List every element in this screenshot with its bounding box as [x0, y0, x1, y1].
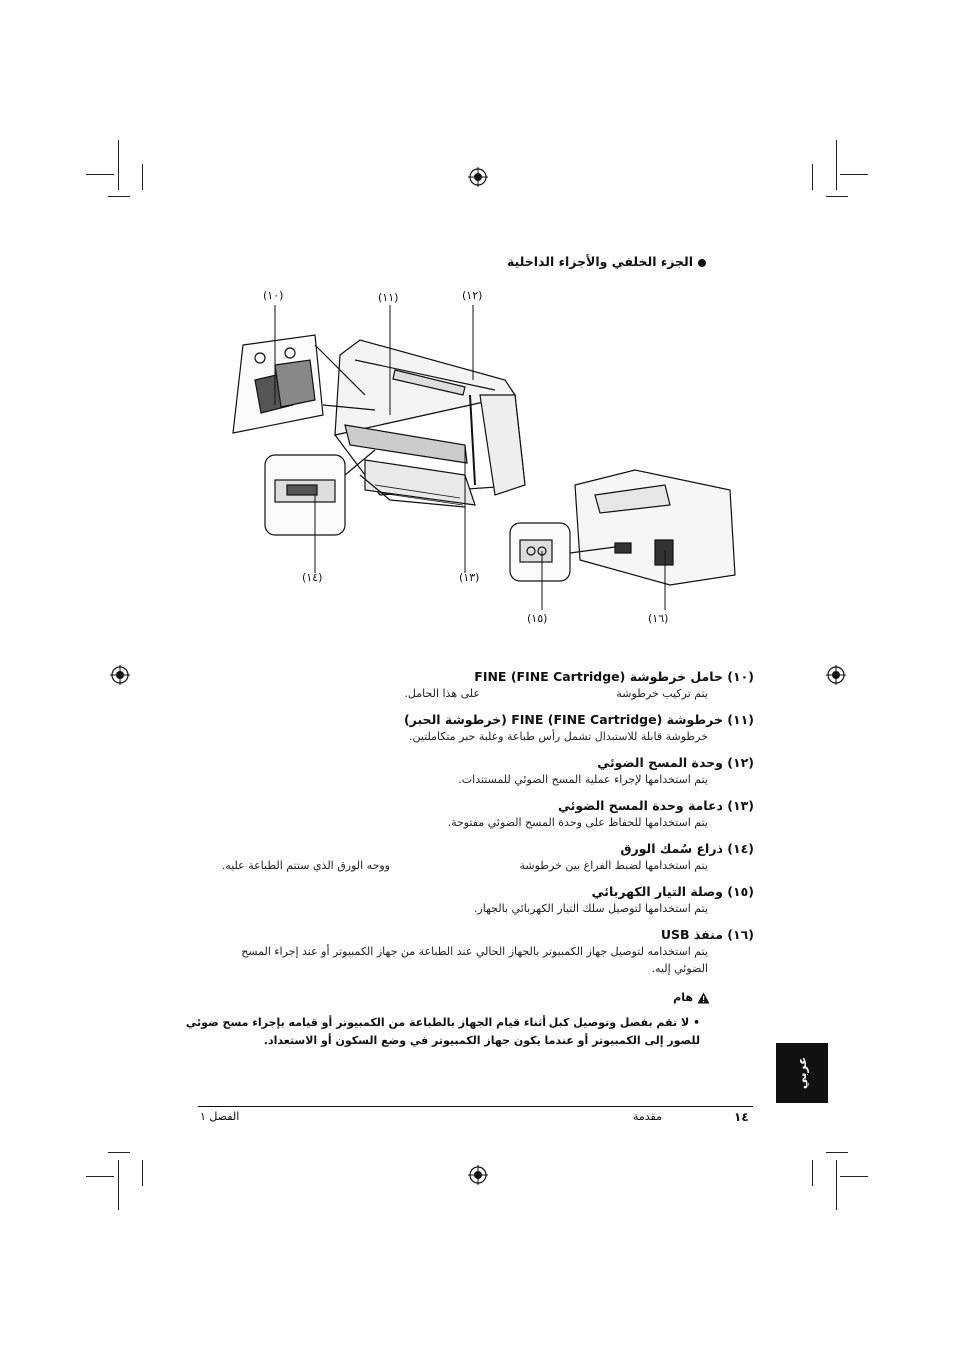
entry-description: يتم استخدامها لإجراء عملية المسح الضوئي للمستندات.: [458, 773, 708, 786]
note-text: • لا تقم بفصل وتوصيل كبل: [548, 1016, 700, 1029]
callout-12: (١٢): [462, 289, 483, 302]
registration-mark: [468, 1165, 488, 1185]
crop-mark: [108, 1152, 130, 1153]
callout-11: (١١): [378, 291, 399, 304]
entry-description: ووجه الورق الذي ستتم الطباعة عليه.: [221, 859, 390, 872]
entry-description: يتم استخدامها للحفاظ على وحدة المسح الضوئي مفتوحة.: [447, 816, 708, 829]
callout-13: (١٣): [459, 571, 480, 584]
printer-illustration: [215, 285, 755, 635]
language-tab: عربي: [776, 1043, 828, 1103]
page-number: ١٤: [734, 1110, 749, 1124]
crop-mark: [118, 140, 119, 190]
crop-mark: [826, 196, 848, 197]
crop-mark: [142, 164, 143, 190]
note-text: أثناء قيام الجهاز بالطباعة من الكمبيوتر أو قيامه بإجراء مسح ضوئي: [185, 1016, 546, 1029]
entry-description: الضوئي إليه.: [651, 962, 708, 975]
entry-heading: (١٥) وصلة التيار الكهربائي: [591, 884, 754, 899]
entry-description: على هذا الحامل.: [404, 687, 480, 700]
entry-description: يتم تركيب خرطوشة: [616, 687, 708, 700]
entry-description: خرطوشة قابلة للاستبدال تشمل رأس طباعة وعلبة حبر متكاملتين.: [408, 730, 708, 743]
entry-description: يتم استخدامها لتوصيل سلك التيار الكهربائي بالجهاز.: [473, 902, 708, 915]
warning-icon: [697, 992, 710, 1004]
crop-mark: [840, 174, 868, 175]
registration-mark: [826, 665, 846, 685]
registration-mark: [468, 167, 488, 187]
callout-10: (١٠): [263, 289, 284, 302]
entry-description: يتم استخدامه لتوصيل جهاز الكمبيوتر بالجهاز الحالي عند الطباعة من جهاز الكمبيوتر أو عند إجراء المسح: [241, 945, 708, 958]
crop-mark: [142, 1160, 143, 1186]
section-title: الجزء الخلفي والأجزاء الداخلية: [507, 254, 706, 269]
bullet-icon: [698, 259, 706, 267]
entry-description: يتم استخدامها لضبط الفراغ بين خرطوشة: [519, 859, 708, 872]
footer-chapter: الفصل ١: [200, 1110, 240, 1123]
crop-mark: [826, 1152, 848, 1153]
crop-mark: [86, 174, 114, 175]
registration-mark: [110, 665, 130, 685]
callout-15: (١٥): [527, 612, 548, 625]
crop-mark: [108, 196, 130, 197]
crop-mark: [840, 1176, 868, 1177]
crop-mark: [836, 1160, 837, 1210]
crop-mark: [812, 1160, 813, 1186]
callout-14: (١٤): [302, 571, 323, 584]
footer-rule: [198, 1106, 753, 1107]
entry-heading: (١٢) وحدة المسح الضوئي: [597, 755, 754, 770]
entry-heading: (١٤) ذراع سُمك الورق: [620, 841, 754, 856]
entry-heading: (١٣) دعامة وحدة المسح الضوئي: [557, 798, 754, 813]
crop-mark: [836, 140, 837, 190]
note-heading: هام: [673, 991, 710, 1004]
entry-heading: (١٦) منفذ USB: [660, 927, 754, 942]
crop-mark: [812, 164, 813, 190]
crop-mark: [86, 1176, 114, 1177]
callout-16: (١٦): [648, 612, 669, 625]
entry-heading: (١٠) حامل خرطوشة FINE (FINE Cartridge): [474, 669, 754, 684]
note-text: للصور إلى الكمبيوتر أو عندما يكون جهاز الكمبيوتر في وضع السكون أو الاستعداد.: [263, 1034, 700, 1047]
entry-heading: (١١) خرطوشة FINE (FINE Cartridge) (خرطوشة الحبر): [403, 712, 754, 727]
crop-mark: [118, 1160, 119, 1210]
footer-section: مقدمة: [632, 1110, 662, 1123]
